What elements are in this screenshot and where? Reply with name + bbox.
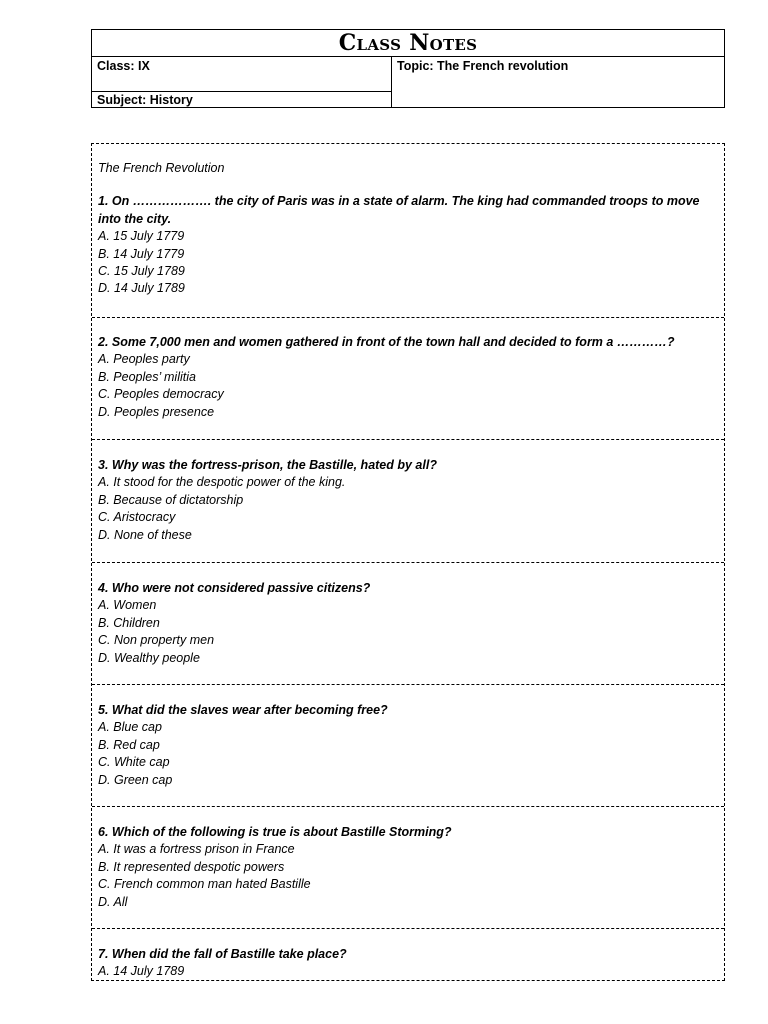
option: D. Green cap (98, 772, 173, 787)
question-section-1 (92, 160, 724, 298)
option: C. 15 July 1789 (98, 264, 185, 279)
question-text: 4. Who were not considered passive citizens? (98, 581, 371, 595)
subject-label: Subject: History (97, 93, 193, 107)
divider (92, 562, 724, 563)
option: D. Wealthy people (98, 650, 200, 665)
question-text: 7. When did the fall of Bastille take place? (98, 947, 347, 961)
option: A. It was a fortress prison in France (98, 842, 295, 857)
option: A. 15 July 1779 (98, 229, 185, 244)
option: D. None of these (98, 527, 192, 542)
divider (92, 439, 724, 440)
option: D. 14 July 1789 (98, 281, 185, 296)
option: A. It stood for the despotic power of the king. (98, 475, 346, 490)
option: B. It represented despotic powers (98, 859, 285, 874)
section-title: The French Revolution (98, 161, 225, 175)
header-table (91, 29, 725, 108)
option: A. Peoples party (98, 352, 190, 367)
divider (92, 317, 724, 318)
divider (92, 684, 724, 685)
divider (92, 806, 724, 807)
option: A. 14 July 1789 (98, 964, 185, 979)
question-text: 2. Some 7,000 men and women gathered in front of the town hall and decided to form a …………? (98, 335, 675, 349)
option: A. Women (98, 598, 157, 613)
option: B. Peoples’ militia (98, 369, 196, 384)
question-text: 3. Why was the fortress-prison, the Bastille, hated by all? (98, 458, 437, 472)
question-text: 6. Which of the following is true is about Bastille Storming? (98, 825, 452, 839)
option: C. Aristocracy (98, 510, 176, 525)
option: B. Red cap (98, 737, 160, 752)
question-text: 1. On ………………. the city of Paris was in a state of alarm. The king had commanded troops to move into the city. (98, 194, 700, 226)
questions-box (91, 143, 725, 981)
option: C. Peoples democracy (98, 387, 224, 402)
header-left-column (92, 57, 392, 107)
option: B. 14 July 1779 (98, 246, 185, 261)
option: D. All (98, 894, 128, 909)
page-title: Class Notes (92, 30, 724, 57)
question-section-5 (92, 702, 724, 789)
topic-label: Topic: The French revolution (397, 59, 569, 73)
question-section-2 (92, 334, 724, 421)
option: C. Non property men (98, 633, 215, 648)
option: B. Because of dictatorship (98, 492, 244, 507)
option: A. Blue cap (98, 720, 162, 735)
question-text: 5. What did the slaves wear after becoming free? (98, 703, 388, 717)
option: D. Peoples presence (98, 404, 215, 419)
option: C. White cap (98, 755, 170, 770)
class-label: Class: IX (92, 57, 391, 92)
question-section-7 (92, 946, 724, 981)
option: B. Children (98, 615, 160, 630)
question-section-6 (92, 824, 724, 911)
question-section-3 (92, 457, 724, 544)
option: C. French common man hated Bastille (98, 877, 311, 892)
divider (92, 928, 724, 929)
question-section-4 (92, 580, 724, 667)
